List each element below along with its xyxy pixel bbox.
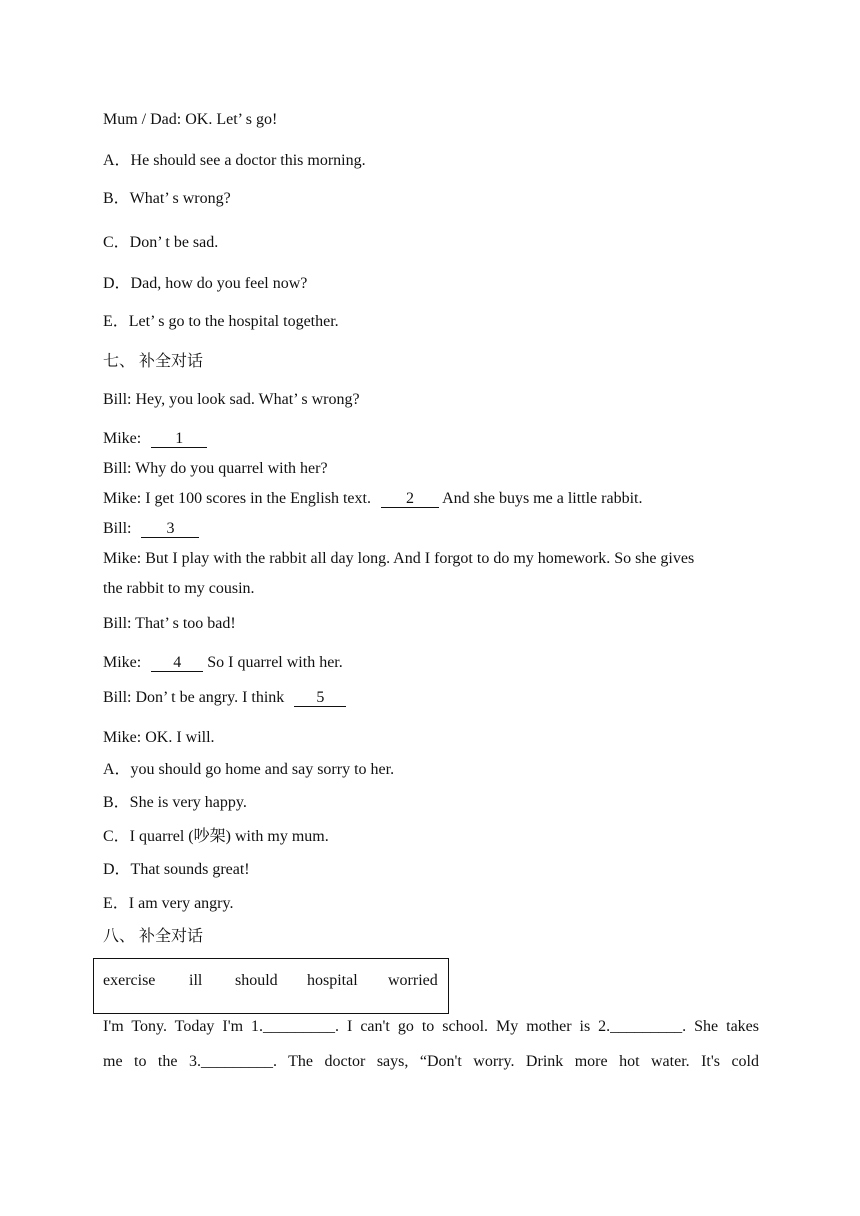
word-bank-item: worried <box>388 972 438 989</box>
dialogue-line-6: Mike: But I play with the rabbit all day long. And I forgot to do my homework. So she gives <box>103 550 695 567</box>
dialogue-line-2 <box>103 429 207 449</box>
dialogue-line-1: Bill: Hey, you look sad. What’ s wrong? <box>103 391 360 408</box>
dialogue-line-11: Mike: OK. I will. <box>103 729 215 746</box>
section6-option-c: C．Don’ t be sad. <box>103 234 219 251</box>
dialogue-line-5 <box>103 519 199 539</box>
section7-option-c: C．I quarrel (吵架) with my mum. <box>103 828 329 845</box>
dialogue-line-8: Bill: That’ s too bad! <box>103 615 236 632</box>
section6-option-e: E．Let’ s go to the hospital together. <box>103 313 339 330</box>
blank-4: 4 <box>151 654 203 672</box>
dialogue-text: So I quarrel with her. <box>203 654 343 671</box>
section6-option-d: D．Dad, how do you feel now? <box>103 275 308 292</box>
section7-heading: 七、 补全对话 <box>103 353 204 370</box>
dialogue-line-3: Bill: Why do you quarrel with her? <box>103 460 328 477</box>
dialogue-line-9 <box>103 653 343 673</box>
section7-option-a: A．you should go home and say sorry to her. <box>103 761 395 778</box>
word-bank-box <box>93 958 449 1014</box>
section8-heading: 八、 补全对话 <box>103 928 204 945</box>
section7-option-e: E．I am very angry. <box>103 895 234 912</box>
dialogue-line-4 <box>103 489 642 509</box>
dialogue-line-10 <box>103 688 346 708</box>
dialogue-text: Mike: I get 100 scores in the English text. <box>103 490 375 507</box>
word-bank-item: ill <box>189 972 203 989</box>
dialogue-line-7: the rabbit to my cousin. <box>103 580 255 597</box>
blank-1: 1 <box>151 430 207 448</box>
dialogue-text: And she buys me a little rabbit. <box>438 490 643 507</box>
word-bank-item: hospital <box>307 972 358 989</box>
blank-5: 5 <box>294 689 346 707</box>
blank-2: 2 <box>381 490 439 508</box>
section6-option-b: B．What’ s wrong? <box>103 190 231 207</box>
passage-line-2: me to the 3._________. The doctor says, “Don't worry. Drink more hot water. It's cold <box>103 1053 759 1070</box>
section7-option-d: D．That sounds great! <box>103 861 250 878</box>
dialogue-text: Bill: Don’ t be angry. I think <box>103 689 289 706</box>
speaker-text: Mike: <box>103 430 146 447</box>
word-bank-item: exercise <box>103 972 156 989</box>
speaker-text: Mike: <box>103 654 146 671</box>
section6-option-a: A．He should see a doctor this morning. <box>103 152 366 169</box>
section6-closing: Mum / Dad: OK. Let’ s go! <box>103 111 278 128</box>
blank-3: 3 <box>141 520 199 538</box>
passage-line-1: I'm Tony. Today I'm 1._________. I can't go to school. My mother is 2._________. She takes <box>103 1018 759 1035</box>
speaker-text: Bill: <box>103 520 136 537</box>
section7-option-b: B．She is very happy. <box>103 794 247 811</box>
word-bank-item: should <box>235 972 278 989</box>
